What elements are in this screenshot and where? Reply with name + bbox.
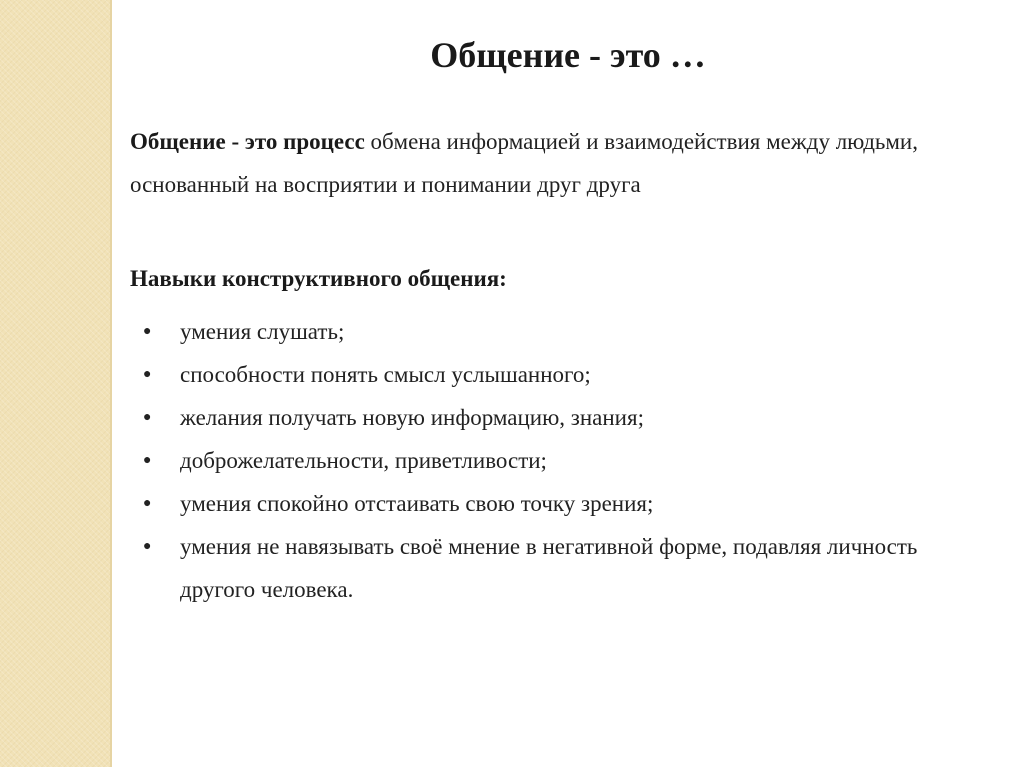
- list-item: [130, 310, 990, 353]
- bullet-icon: ●: [143, 410, 152, 425]
- skills-list: [130, 310, 990, 611]
- list-item: [130, 353, 990, 396]
- skills-heading: Навыки конструктивного общения:: [130, 266, 507, 291]
- definition-lead: Общение - это процесс: [130, 129, 365, 154]
- bullet-icon: ●: [143, 367, 152, 382]
- decorative-side-stripe: [0, 0, 110, 767]
- bullet-icon: ●: [143, 539, 152, 554]
- list-item: [130, 482, 990, 525]
- bullet-icon: ●: [143, 453, 152, 468]
- list-item-text: умения спокойно отстаивать свою точку зрения;: [180, 491, 654, 516]
- list-item-text: способности понять смысл услышанного;: [180, 362, 591, 387]
- list-item: [130, 396, 990, 439]
- definition-paragraph: [130, 120, 1000, 206]
- slide-title: Общение - это …: [430, 35, 706, 75]
- list-item: [130, 525, 990, 611]
- side-stripe-edge: [110, 0, 112, 767]
- definition-text: обмена информацией и взаимодействия между людьми, основанный на восприятии и понимании друг друга: [130, 129, 918, 197]
- bullet-icon: ●: [143, 496, 152, 511]
- list-item-text: умения не навязывать своё мнение в негативной форме, подавляя личность другого человека.: [180, 534, 918, 602]
- list-item: [130, 439, 990, 482]
- list-item-text: умения слушать;: [180, 319, 345, 344]
- list-item-text: желания получать новую информацию, знания;: [180, 405, 644, 430]
- bullet-icon: ●: [143, 324, 152, 339]
- list-item-text: доброжелательности, приветливости;: [180, 448, 547, 473]
